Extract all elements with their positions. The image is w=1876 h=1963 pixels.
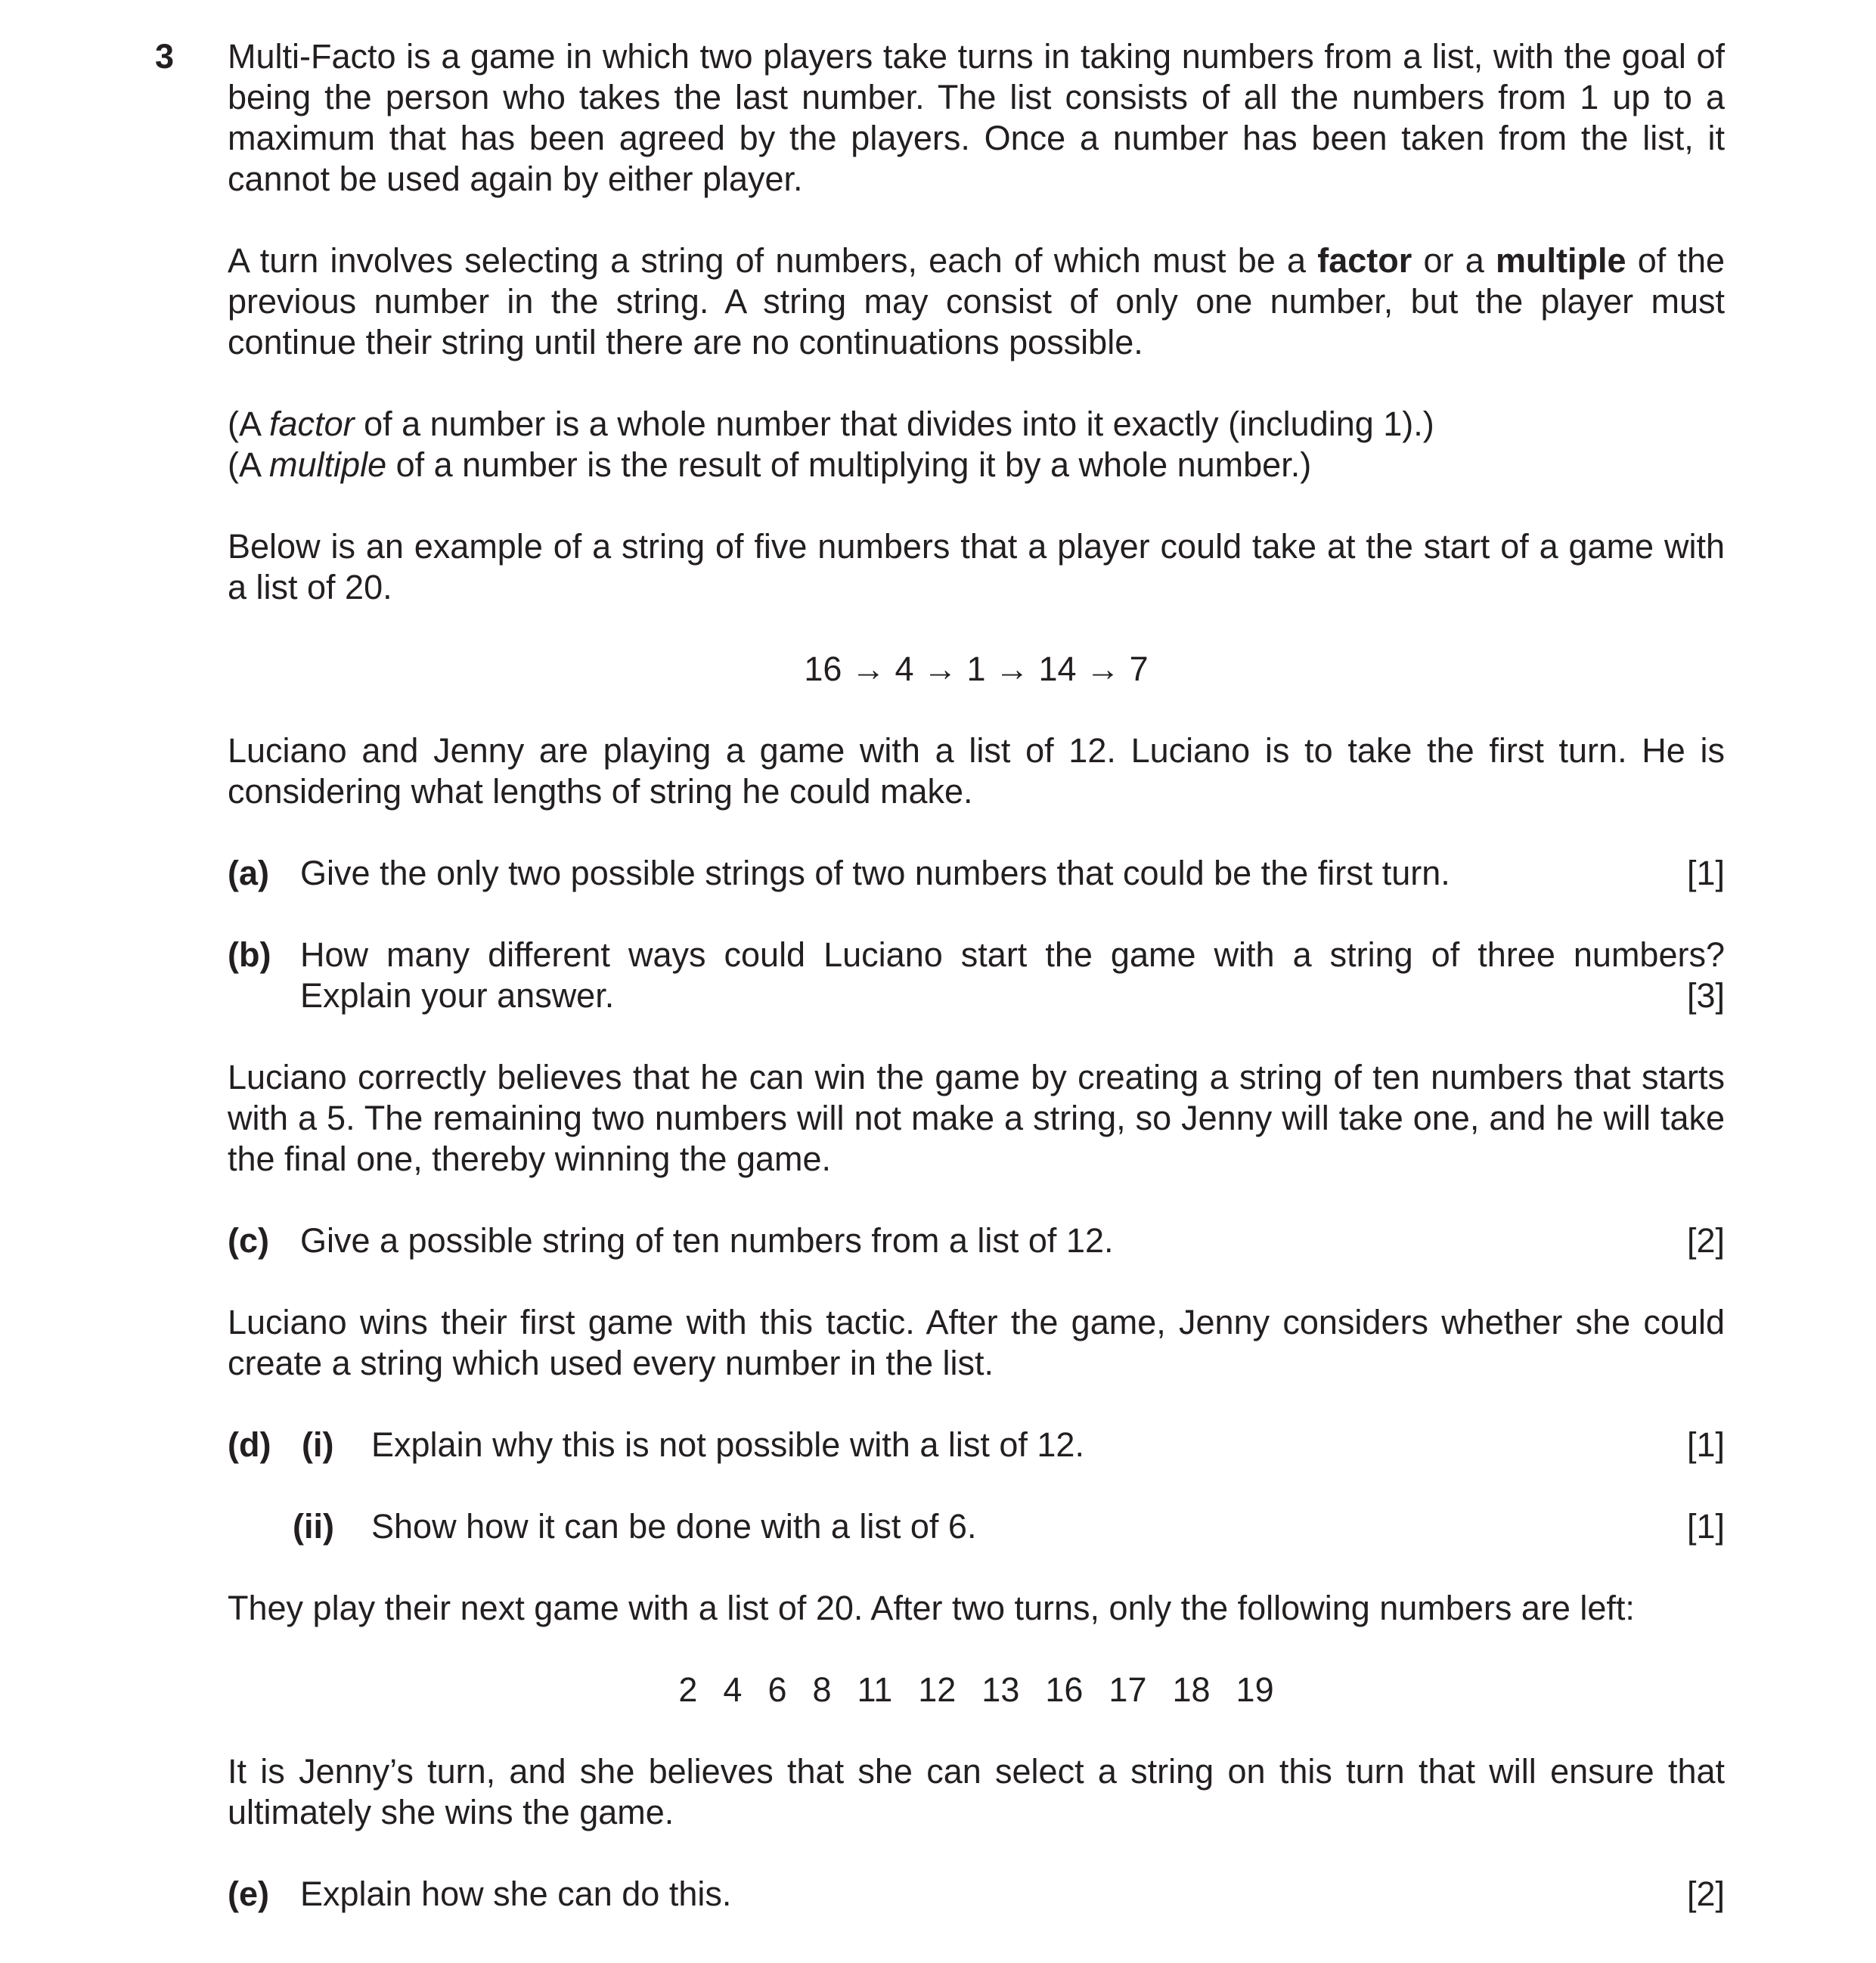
part-b-text-line1: How many different ways could Luciano start the game with a string of three numbers? [300,935,1725,974]
keyword-factor: factor [1317,241,1412,280]
part-b-label: (b) [228,935,271,974]
remaining-number: 18 [1172,1670,1211,1709]
example-string: 16 → 4 → 1 → 14 → 7 [804,650,1149,688]
part-d-ii-text: Show how it can be done with a list of 6. [371,1507,977,1546]
def-factor-a: (A [228,405,270,443]
part-b [228,935,1725,1016]
remaining-number: 13 [981,1670,1020,1709]
def-factor-b: of a number is a whole number that divides into it exactly (including 1).) [354,405,1434,443]
part-e-mark: [2] [1686,1875,1725,1913]
remaining-list-intro: They play their next game with a list of 20. After two turns, only the following numbers are left: [228,1589,1635,1627]
remaining-number: 2 [678,1670,698,1709]
intro-p2-text-b: or a [1412,241,1496,280]
part-d-i-label: (i) [302,1425,334,1464]
part-d-i [228,1425,1725,1465]
intro-paragraph-1: Multi-Facto is a game in which two players take turns in taking numbers from a list, with the goal of being the person who takes the last number. The list consists of all the numbers from 1 up to a maximum that has been agreed by the players. Once a number has been taken from the list, it cannot be used again by either player. [228,37,1725,198]
def-multiple-b: of a number is the result of multiplying it by a whole number.) [386,445,1312,484]
part-c-text: Give a possible string of ten numbers from a list of 12. [300,1221,1114,1260]
part-b-text-line2: Explain your answer. [300,976,615,1015]
remaining-number: 4 [723,1670,743,1709]
part-e [228,1874,1725,1915]
part-d-i-mark: [1] [1686,1425,1725,1464]
part-e-label: (e) [228,1875,269,1913]
keyword-multiple: multiple [1495,241,1626,280]
example-intro: Below is an example of a string of five numbers that a player could take at the start of a game with a list of 20. [228,527,1725,606]
def-multiple-a: (A [228,445,270,484]
def-factor-word: factor [269,405,355,443]
part-c-mark: [2] [1686,1221,1725,1260]
part-c-label: (c) [228,1221,269,1260]
part-d-label: (d) [228,1425,271,1464]
intro-p2-text-a: A turn involves selecting a string of numbers, each of which must be a [228,241,1318,280]
definition-factor [228,404,1725,445]
game-setup-paragraph: Luciano and Jenny are playing a game with a list of 12. Luciano is to take the first turn. He is considering what lengths of string he could make. [228,731,1725,811]
part-d-ii [228,1506,1725,1547]
intro-p2-text-c: of the previous number in the string. A string may consist of only one number, but the player must continue their string until there are no continuations possible. [228,241,1726,361]
intro-paragraph-2 [228,240,1725,363]
question-number: 3 [155,37,175,76]
remaining-number: 6 [767,1670,787,1709]
remaining-number: 11 [857,1670,893,1709]
part-a-mark: [1] [1686,854,1725,892]
part-e-text: Explain how she can do this. [300,1875,732,1913]
remaining-number: 17 [1109,1670,1147,1709]
part-d-intro: Luciano wins their first game with this tactic. After the game, Jenny considers whether she could create a string which used every number in the list. [228,1303,1725,1382]
part-a-text: Give the only two possible strings of two numbers that could be the first turn. [300,854,1450,892]
def-multiple-word: multiple [269,445,387,484]
remaining-number: 8 [812,1670,832,1709]
part-d-ii-label: (ii) [293,1507,334,1546]
part-c [228,1220,1725,1261]
part-a [228,853,1725,894]
part-c-intro: Luciano correctly believes that he can win the game by creating a string of ten numbers that starts with a 5. The remaining two numbers will not make a string, so Jenny will take one, and he will take the final one, thereby winning the game. [228,1058,1725,1178]
question-content [228,36,1725,1915]
remaining-numbers [228,1670,1725,1710]
remaining-number: 12 [918,1670,957,1709]
part-a-label: (a) [228,854,269,892]
definition-multiple [228,445,1725,485]
part-d-ii-mark: [1] [1686,1507,1725,1546]
remaining-number: 16 [1045,1670,1084,1709]
remaining-number: 19 [1236,1670,1274,1709]
part-d-i-text: Explain why this is not possible with a list of 12. [371,1425,1084,1464]
part-b-mark: [3] [1686,976,1725,1015]
part-e-intro: It is Jenny’s turn, and she believes that she can select a string on this turn that will ensure that ultimately she wins the game. [228,1752,1725,1831]
